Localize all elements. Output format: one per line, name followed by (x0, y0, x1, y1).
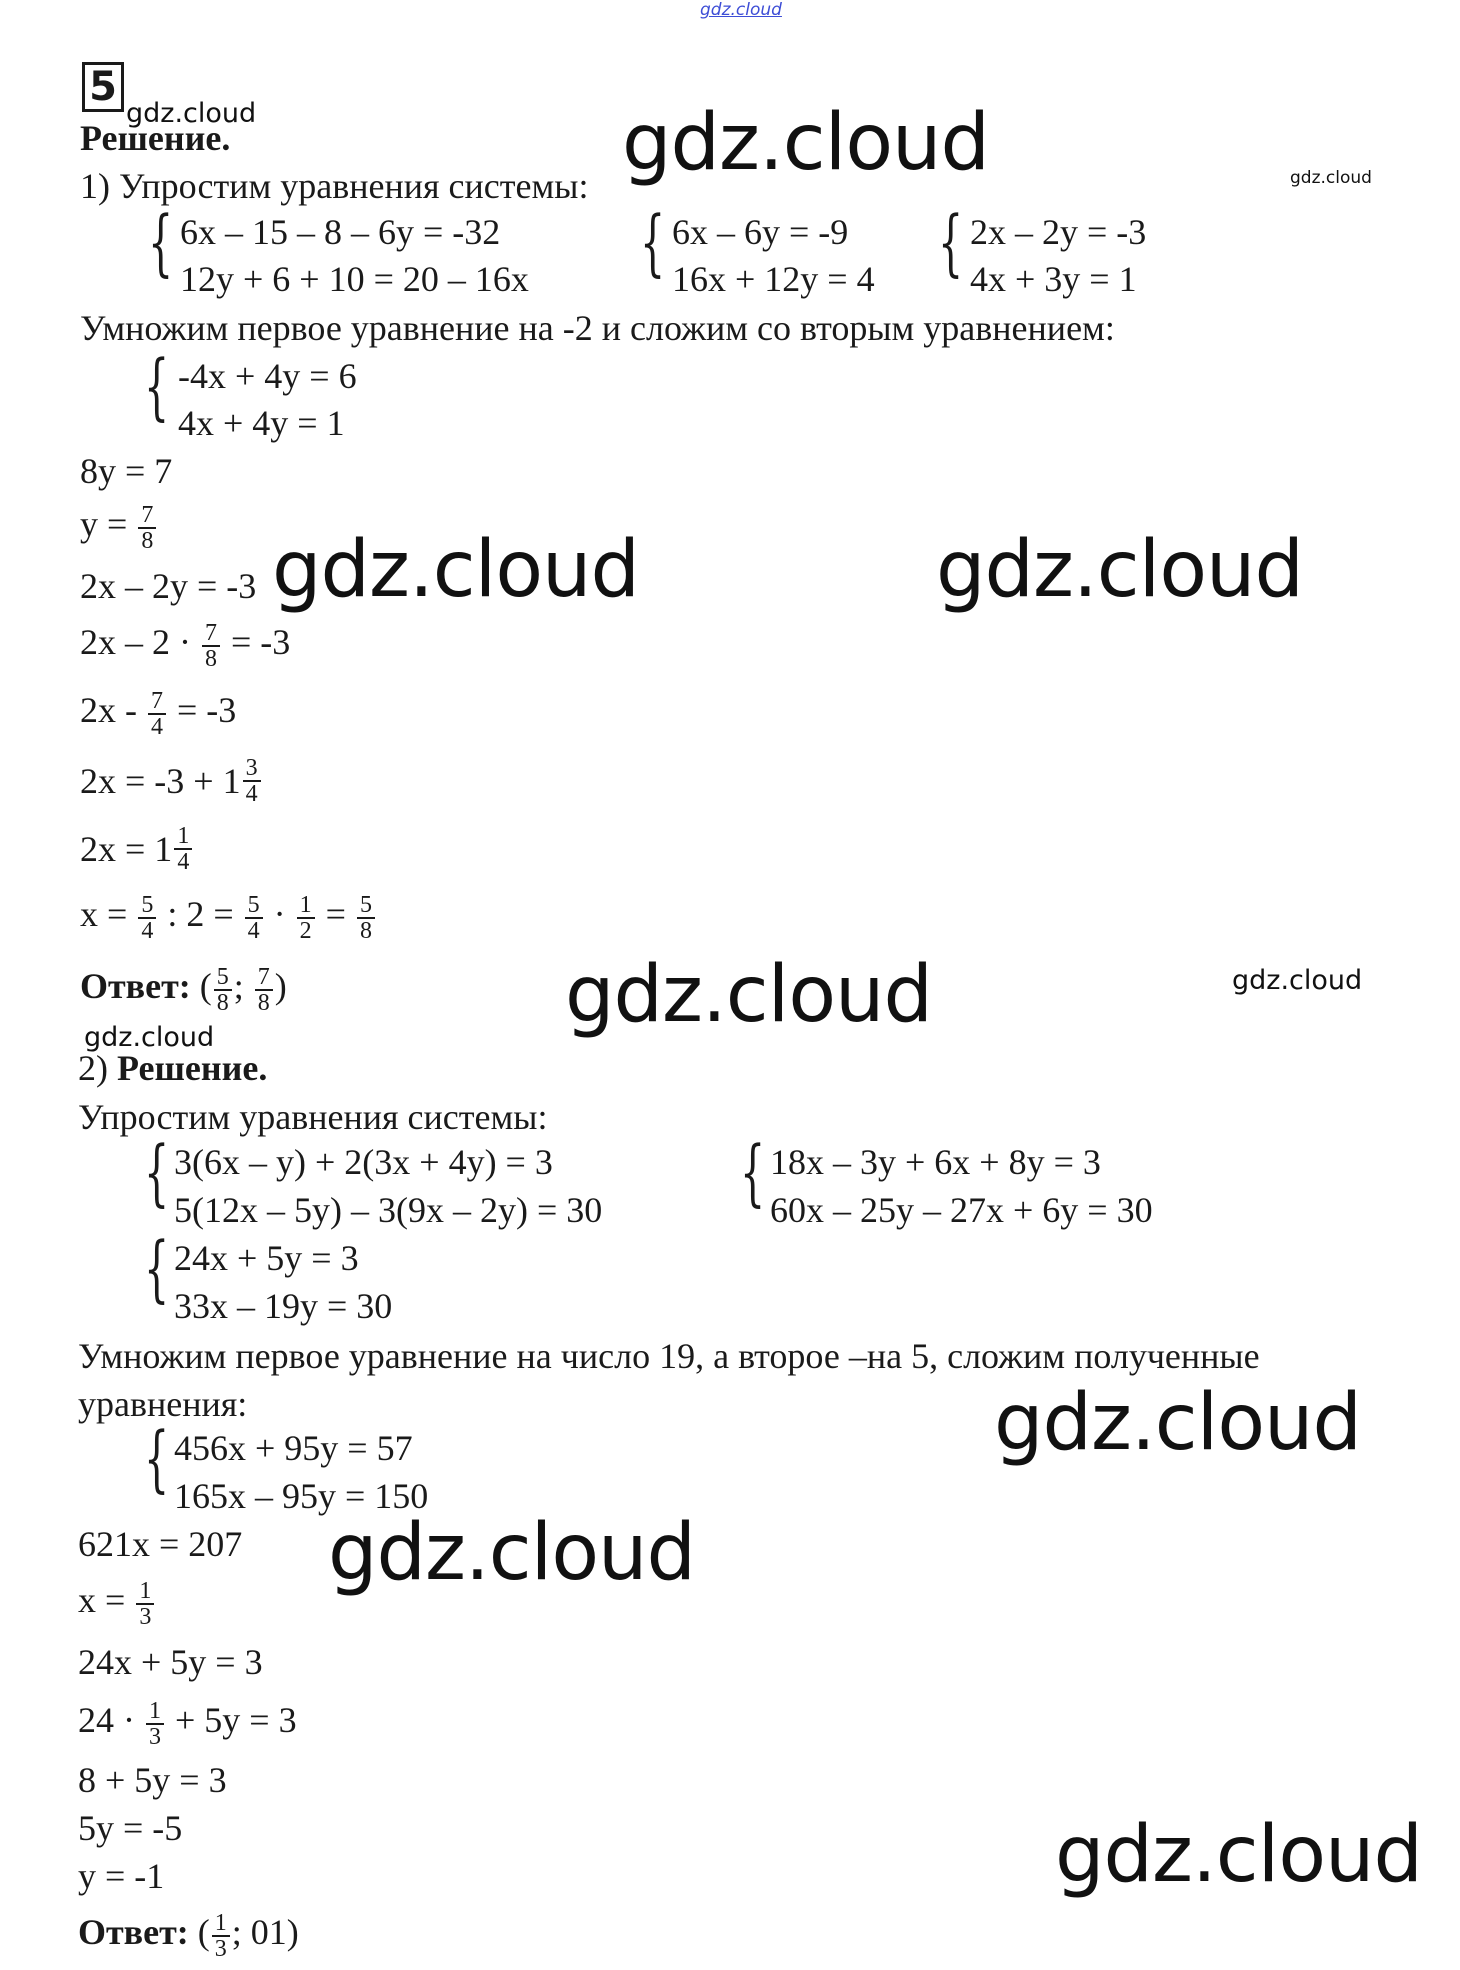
part1-sys-d-eq2: 4x + 4y = 1 (178, 403, 345, 443)
watermark-large-4: gdz.cloud (565, 950, 932, 1040)
part1-sys-c-eq2: 4x + 3y = 1 (970, 259, 1137, 299)
part2-step2: x = $\frac{1}{3}$ (78, 1578, 156, 1629)
watermark-small-3: gdz.cloud (84, 1022, 215, 1053)
watermark-large-3: gdz.cloud (936, 525, 1303, 615)
part2-step4: 24 · $\frac{1}{3}$ + 5y = 3 (78, 1697, 297, 1750)
brace: { (740, 1130, 766, 1214)
watermark-small-2: gdz.cloud (1232, 965, 1363, 996)
brace: { (144, 1416, 170, 1500)
fraction: $\frac{1}{4}$ (174, 824, 192, 874)
part2-step1: 621x = 207 (78, 1524, 243, 1564)
part1-sys-d-eq1: -4x + 4y = 6 (178, 356, 357, 396)
part2-intro: Упростим уравнения системы: (78, 1097, 548, 1137)
part1-step3: 2x – 2y = -3 (80, 566, 257, 606)
part1-step8: x = $\frac{5}{4}$ : 2 = $\frac{5}{4}$ · $\frac{1}{2}$ = $\frac{5}{8}$ (80, 892, 377, 943)
part2-sys-b-eq2: 60x – 25y – 27x + 6y = 30 (770, 1190, 1153, 1230)
part1-intro: 1) Упростим уравнения системы: (80, 166, 589, 206)
part2-sys-d-eq1: 456x + 95y = 57 (174, 1428, 413, 1468)
brace: { (144, 344, 170, 428)
part1-step7: 2x = 1 $\frac{1}{4}$ (80, 824, 194, 874)
part2-multiply-text-2: уравнения: (78, 1384, 248, 1424)
watermark-large-6: gdz.cloud (328, 1508, 695, 1598)
fraction: $\frac{7}{8}$ (202, 621, 220, 671)
part2-sys-d-eq2: 165x – 95y = 150 (174, 1476, 429, 1516)
part2-sys-a-eq1: 3(6x – y) + 2(3x + 4y) = 3 (174, 1142, 553, 1182)
part2-heading: 2) Решение. (78, 1048, 268, 1088)
part1-sys-b-eq1: 6x – 6y = -9 (672, 212, 849, 252)
part1-multiply-text: Умножим первое уравнение на -2 и сложим со вторым уравнением: (80, 308, 1115, 348)
part1-sys-a-eq2: 12y + 6 + 10 = 20 – 16x (180, 259, 529, 299)
fraction: $\frac{1}{2}$ (297, 893, 315, 943)
part1-sys-a-eq1: 6x – 15 – 8 – 6y = -32 (180, 212, 501, 252)
watermark-large-5: gdz.cloud (994, 1378, 1361, 1468)
part2-step3: 24x + 5y = 3 (78, 1642, 263, 1682)
part2-sys-c-eq2: 33x – 19y = 30 (174, 1286, 393, 1326)
watermark-top: gdz.cloud (700, 0, 782, 20)
part1-heading: Решение. (80, 118, 231, 158)
watermark-large-2: gdz.cloud (272, 525, 639, 615)
fraction: $\frac{1}{3}$ (212, 1911, 230, 1961)
brace: { (938, 200, 964, 284)
fraction: $\frac{5}{4}$ (245, 893, 263, 943)
part1-step4: 2x – 2 · $\frac{7}{8}$ = -3 (80, 619, 291, 672)
part1-sys-c-eq1: 2x – 2y = -3 (970, 212, 1147, 252)
part2-sys-c-eq1: 24x + 5y = 3 (174, 1238, 359, 1278)
fraction: $\frac{3}{4}$ (243, 756, 261, 806)
fraction: $\frac{7}{8}$ (138, 503, 156, 553)
part1-step2: y = $\frac{7}{8}$ (80, 502, 158, 553)
fraction: $\frac{1}{3}$ (136, 1579, 154, 1629)
fraction: $\frac{5}{4}$ (138, 893, 156, 943)
brace: { (144, 1226, 170, 1310)
task-number: 5 (82, 62, 124, 112)
part2-multiply-text-1: Умножим первое уравнение на число 19, а второе –на 5, сложим полученные (78, 1336, 1260, 1376)
part1-step1: 8y = 7 (80, 451, 173, 491)
part2-step6: 5y = -5 (78, 1808, 183, 1848)
watermark-large-1: gdz.cloud (622, 98, 989, 188)
fraction: $\frac{7}{4}$ (148, 689, 166, 739)
fraction: $\frac{5}{8}$ (214, 965, 232, 1015)
brace: { (144, 1130, 170, 1214)
part1-step5: 2x - $\frac{7}{4}$ = -3 (80, 687, 237, 740)
part1-answer: Ответ: ( $\frac{5}{8}$ ; $\frac{7}{8}$ ) (80, 963, 287, 1016)
fraction: $\frac{7}{8}$ (255, 965, 273, 1015)
part2-step5: 8 + 5y = 3 (78, 1760, 227, 1800)
watermark-large-7: gdz.cloud (1055, 1810, 1422, 1900)
fraction: $\frac{5}{8}$ (357, 893, 375, 943)
part1-sys-b-eq2: 16x + 12y = 4 (672, 259, 875, 299)
watermark-small-1: gdz.cloud (126, 98, 257, 129)
part2-sys-b-eq1: 18x – 3y + 6x + 8y = 3 (770, 1142, 1101, 1182)
fraction: $\frac{1}{3}$ (146, 1699, 164, 1749)
brace: { (640, 200, 666, 284)
brace: { (148, 200, 174, 284)
part2-step7: y = -1 (78, 1856, 165, 1896)
watermark-tiny-1: gdz.cloud (1290, 168, 1372, 188)
part2-sys-a-eq2: 5(12x – 5y) – 3(9x – 2y) = 30 (174, 1190, 603, 1230)
part2-answer: Ответ: ( $\frac{1}{3}$ ; 01) (78, 1909, 299, 1962)
part1-step6: 2x = -3 + 1 $\frac{3}{4}$ (80, 756, 263, 806)
